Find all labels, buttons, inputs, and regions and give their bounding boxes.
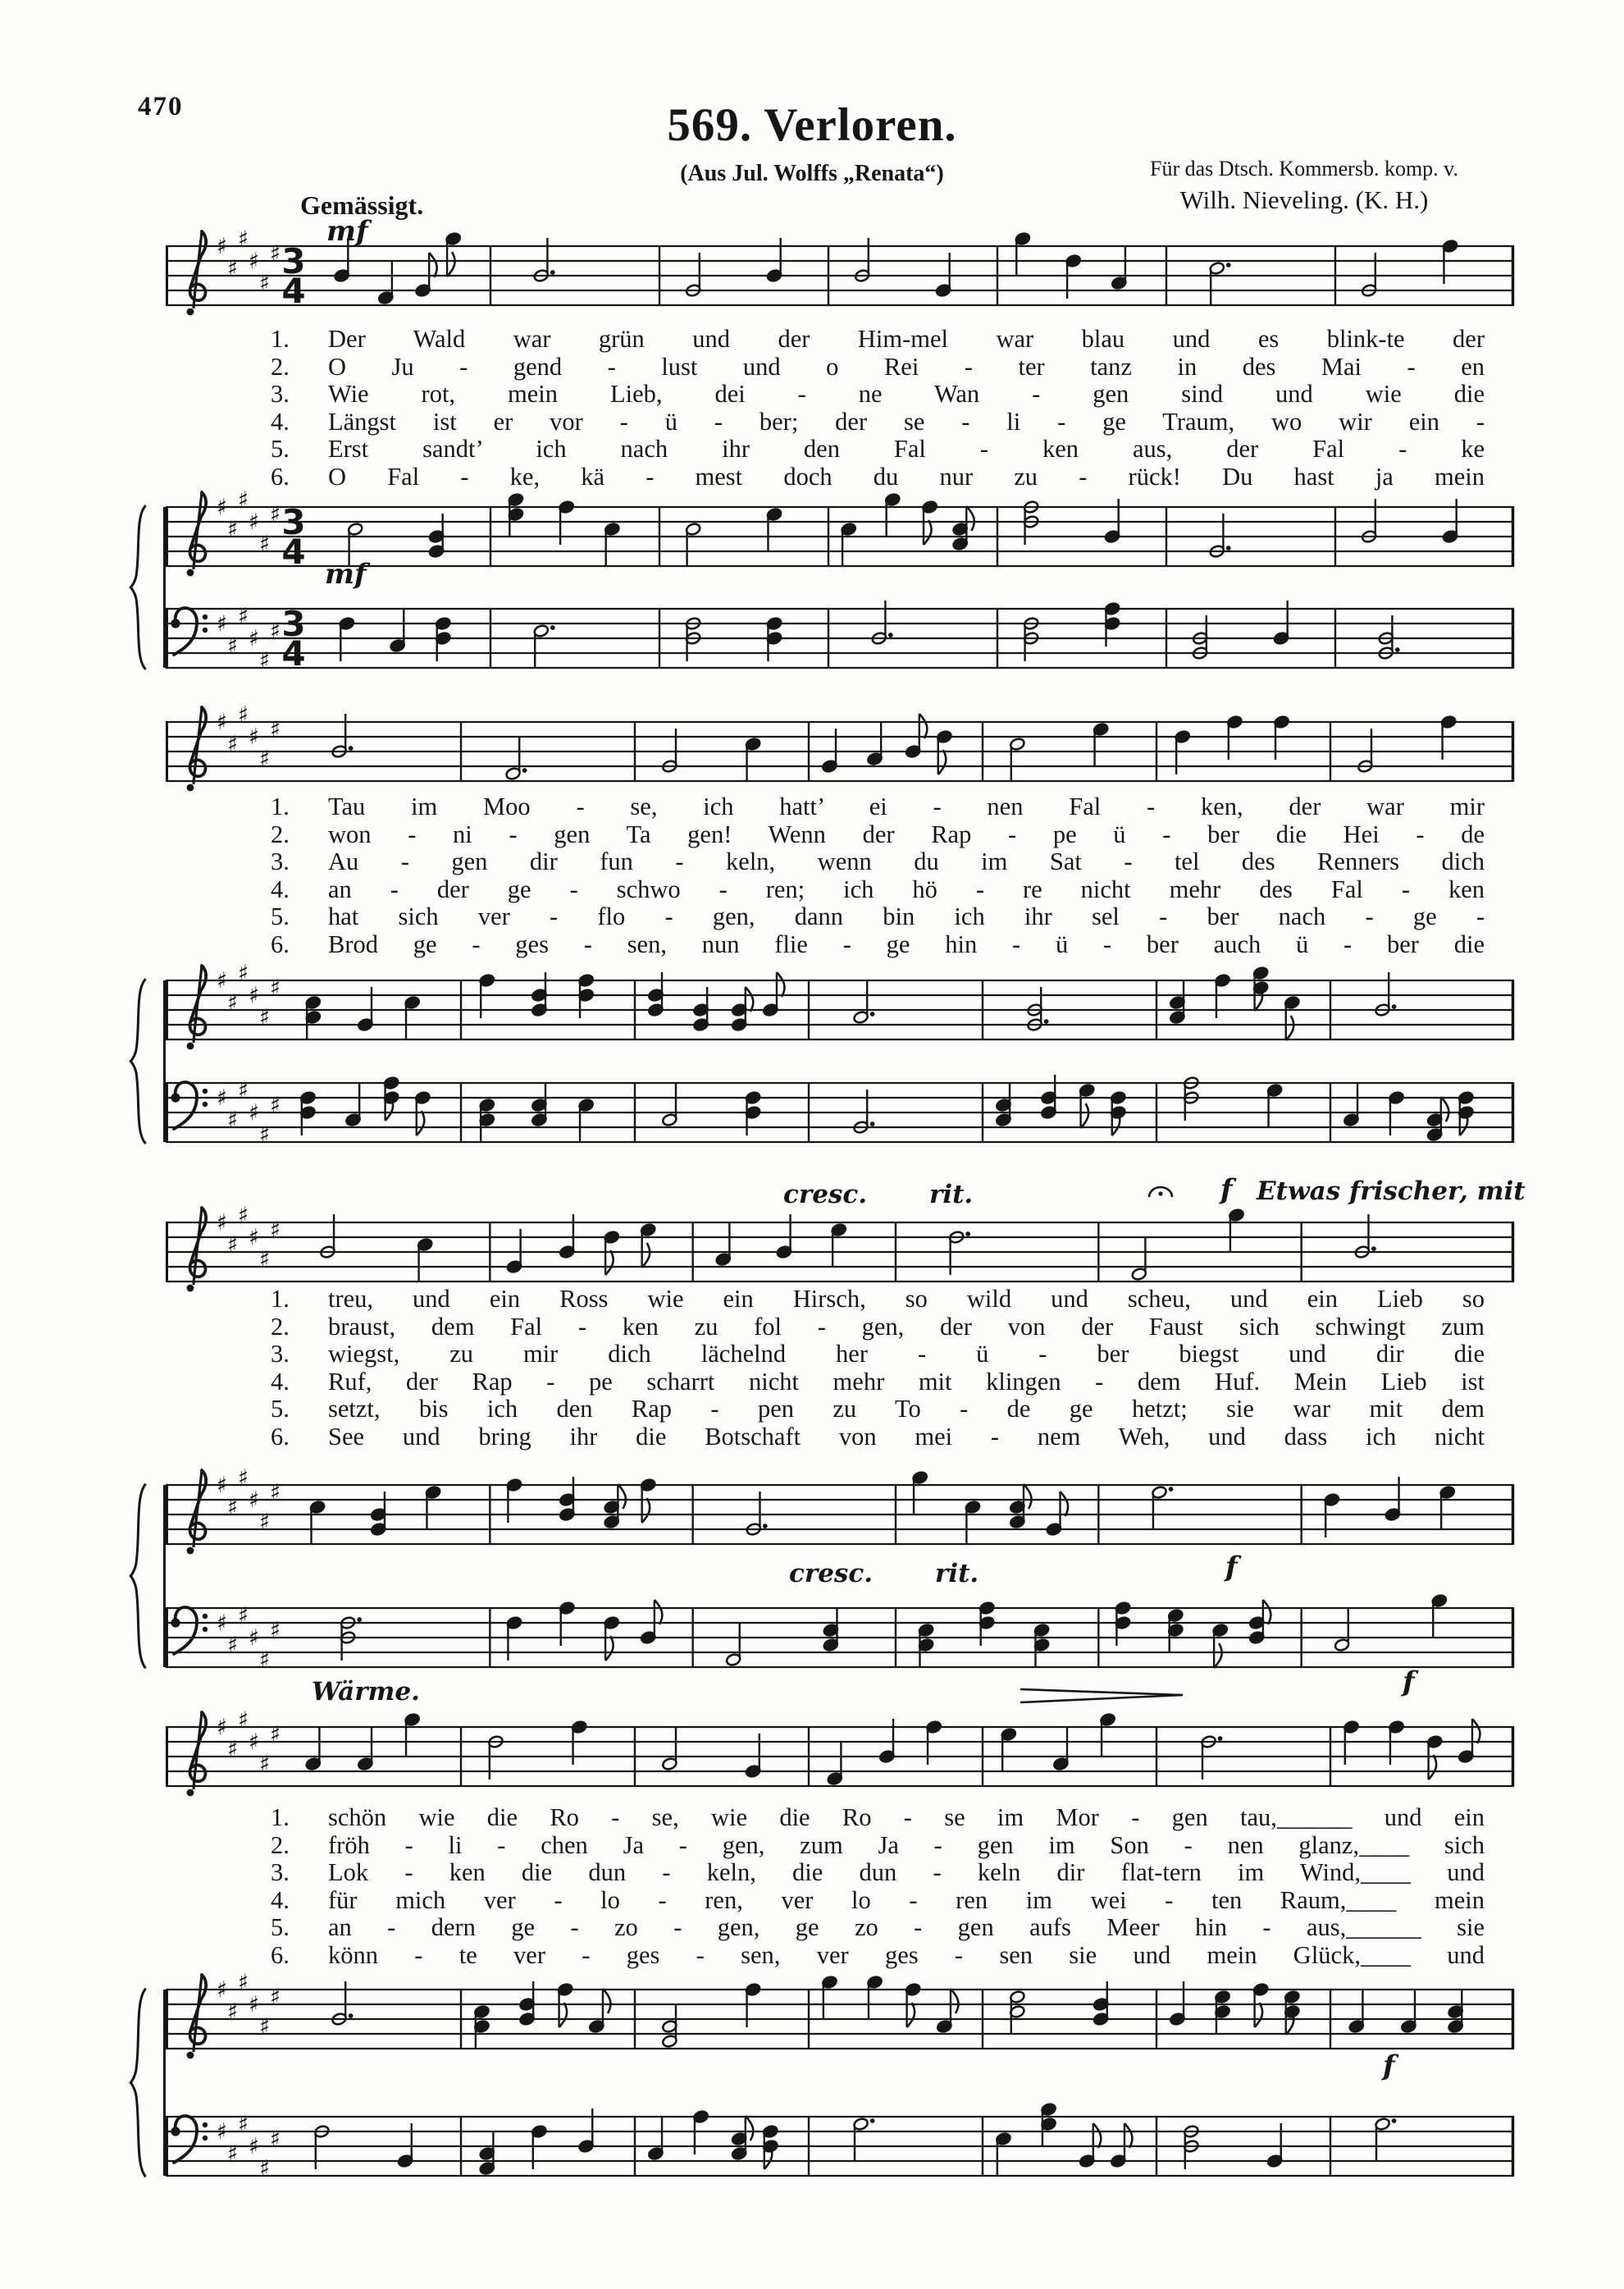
svg-text:♯: ♯ <box>259 1510 271 1535</box>
svg-text:♯: ♯ <box>227 633 239 659</box>
lyric-line: 5. an - dern ge - zo - gen, ge zo - gen aufs Meer hin - aus,______ sie <box>271 1913 1485 1941</box>
svg-text:♯: ♯ <box>270 1985 281 2010</box>
vocal-staff-4 <box>164 1702 1516 1811</box>
svg-text:♯: ♯ <box>259 648 271 674</box>
lyric-line: 6. O Fal - ke, kä - mest doch du nur zu - rück! Du hast ja mein <box>271 462 1485 491</box>
svg-text:3: 3 <box>281 241 306 281</box>
svg-text:♯: ♯ <box>217 1473 228 1498</box>
svg-text:♯: ♯ <box>259 1122 271 1148</box>
svg-text:♯: ♯ <box>217 1210 228 1236</box>
svg-text:♯: ♯ <box>249 2134 260 2159</box>
attribution-composer: Wilh. Nieveling. (K. H.) <box>1179 185 1429 215</box>
lyrics-block-3 <box>271 1285 1485 1450</box>
svg-text:♯: ♯ <box>270 502 281 528</box>
svg-text:♯: ♯ <box>249 249 260 274</box>
svg-text:♯: ♯ <box>270 1722 281 1748</box>
lyric-line: 4. für mich ver - lo - ren, ver lo - ren im wei - ten Raum,____ mein <box>271 1885 1485 1914</box>
forte-marking-piano-4: f <box>1383 2049 1395 2082</box>
svg-text:♯: ♯ <box>270 975 281 1001</box>
lyric-line: 5. hat sich ver - flo - gen, dann bin ich ihr sel - ber nach - ge - <box>271 902 1485 930</box>
attribution <box>1091 154 1517 217</box>
svg-text:♯: ♯ <box>217 710 228 735</box>
lyric-line: 4. Ruf, der Rap - pe scharrt nicht mehr mit klingen - dem Huf. Mein Lieb ist <box>271 1367 1485 1396</box>
svg-text:3: 3 <box>281 502 306 542</box>
svg-text:♯: ♯ <box>217 1977 228 2003</box>
svg-text:♯: ♯ <box>238 1465 249 1491</box>
svg-text:♯: ♯ <box>238 702 249 728</box>
svg-text:♯: ♯ <box>259 1647 271 1673</box>
svg-text:♯: ♯ <box>217 1085 228 1111</box>
tempo-marking: Gemässigt. <box>300 190 424 220</box>
piano-treble-staff-1 <box>164 482 1516 591</box>
svg-text:♯: ♯ <box>238 604 249 629</box>
svg-text:♯: ♯ <box>227 1108 239 1133</box>
tempo-change-continuation: Wärme. <box>312 1677 420 1706</box>
lyric-line: 2. won - ni - gen Ta gen! Wenn der Rap - pe ü - ber die Hei - de <box>271 820 1485 848</box>
piano-bass-staff-4 <box>164 2092 1516 2200</box>
lyric-line: 6. könn - te ver - ges - sen, ver ges - sen sie und mein Glück,____ und <box>271 1940 1485 1969</box>
svg-text:♯: ♯ <box>238 961 249 986</box>
svg-text:♯: ♯ <box>249 626 260 651</box>
svg-text:♯: ♯ <box>227 1495 239 1520</box>
svg-text:♯: ♯ <box>238 487 249 513</box>
svg-text:♯: ♯ <box>249 1729 260 1755</box>
svg-text:♯: ♯ <box>270 241 281 267</box>
svg-text:♯: ♯ <box>249 1992 260 2017</box>
svg-text:4: 4 <box>281 633 306 674</box>
svg-text:♯: ♯ <box>217 2119 228 2145</box>
ritardando-marking-piano: rit. <box>935 1559 979 1588</box>
svg-text:♯: ♯ <box>259 532 271 557</box>
svg-text:♯: ♯ <box>238 1707 249 1733</box>
svg-text:♯: ♯ <box>217 495 228 520</box>
lyrics-block-2 <box>271 793 1485 957</box>
svg-text:♯: ♯ <box>217 234 228 259</box>
svg-text:♯: ♯ <box>249 1225 260 1250</box>
lyric-line: 2. braust, dem Fal - ken zu fol - gen, der von der Faust sich schwingt zum <box>271 1312 1485 1341</box>
forte-marking-piano: f <box>1225 1551 1238 1583</box>
attribution-dedication: Für das Dtsch. Kommersb. komp. v. <box>1149 157 1458 180</box>
dynamic-mf: mf <box>326 215 368 248</box>
svg-text:♯: ♯ <box>217 968 228 994</box>
svg-text:♯: ♯ <box>249 724 260 750</box>
svg-text:♯: ♯ <box>249 509 260 535</box>
svg-text:♯: ♯ <box>227 517 239 542</box>
dynamic-mf-piano: mf <box>325 558 367 591</box>
svg-text:♯: ♯ <box>238 1078 249 1103</box>
svg-text:♯: ♯ <box>270 1618 281 1643</box>
lyric-line: 3. Wie rot, mein Lieb, dei - ne Wan - gen sind und wie die <box>271 380 1485 408</box>
lyric-line: 1. treu, und ein Ross wie ein Hirsch, so wild und scheu, und ein Lieb so <box>271 1285 1485 1313</box>
svg-text:♯: ♯ <box>259 1752 271 1777</box>
svg-text:♯: ♯ <box>227 256 239 281</box>
lyric-line: 1. schön wie die Ro - se, wie die Ro - se im Mor - gen tau,______ und ein <box>271 1803 1485 1831</box>
svg-text:♯: ♯ <box>259 1247 271 1272</box>
lyric-line: 1. Der Wald war grün und der Him-mel war blau und es blink-te der <box>271 325 1485 353</box>
page-title: 569. Verloren. <box>667 99 957 151</box>
forte-marking: f <box>1220 1173 1233 1206</box>
lyric-line: 3. wiegst, zu mir dich lächelnd her - ü - ber biegst und dir die <box>271 1340 1485 1368</box>
vocal-staff-1 <box>164 222 1516 330</box>
lyric-line: 3. Au - gen dir fun - keln, wenn du im Sat - tel des Renners dich <box>271 848 1485 875</box>
svg-text:♯: ♯ <box>238 1603 249 1629</box>
svg-text:♯: ♯ <box>270 1480 281 1505</box>
piano-bass-staff-2 <box>164 1058 1516 1167</box>
lyric-line: 6. Brod ge - ges - sen, nun flie - ge hin - ü - ber auch ü - ber die <box>271 930 1485 958</box>
svg-text:3: 3 <box>281 604 306 644</box>
svg-text:♯: ♯ <box>249 1625 260 1651</box>
tempo-change-marking: Etwas frischer, mit <box>1257 1176 1526 1206</box>
svg-text:♯: ♯ <box>259 2014 271 2040</box>
svg-text:♯: ♯ <box>270 2127 281 2152</box>
svg-text:♯: ♯ <box>227 1999 239 2025</box>
svg-text:♯: ♯ <box>249 1487 260 1513</box>
svg-text:♯: ♯ <box>238 1970 249 1995</box>
forte-marking-vocal-4: f <box>1403 1665 1415 1698</box>
svg-text:4: 4 <box>281 532 306 572</box>
svg-text:♯: ♯ <box>270 717 281 742</box>
piano-brace-icon <box>128 1480 149 1672</box>
svg-text:♯: ♯ <box>227 990 239 1016</box>
piano-bass-staff-1 <box>164 584 1516 692</box>
svg-text:♯: ♯ <box>259 271 271 296</box>
svg-text:♯: ♯ <box>270 1218 281 1243</box>
svg-text:♯: ♯ <box>227 1232 239 1258</box>
piano-bass-staff-3 <box>164 1583 1516 1692</box>
svg-text:♯: ♯ <box>259 2156 271 2182</box>
svg-text:♯: ♯ <box>238 1203 249 1228</box>
piano-treble-staff-4 <box>164 1965 1516 2073</box>
lyric-line: 5. setzt, bis ich den Rap - pen zu To - de ge hetzt; sie war mit dem <box>271 1395 1485 1423</box>
piano-treble-staff-2 <box>164 956 1516 1064</box>
svg-text:♯: ♯ <box>227 1633 239 1658</box>
piano-brace-icon <box>128 975 149 1147</box>
title-source: (Aus Jul. Wolffs „Renata“) <box>680 161 944 186</box>
lyric-line: 6. See und bring ihr die Botschaft von mei - nem Weh, und dass ich nicht <box>271 1422 1485 1451</box>
piano-brace-icon <box>128 502 149 673</box>
lyric-line: 2. O Ju - gend - lust und o Rei - ter tanz in des Mai - en <box>271 352 1485 381</box>
svg-text:♯: ♯ <box>217 611 228 637</box>
svg-text:♯: ♯ <box>217 1715 228 1740</box>
svg-text:♯: ♯ <box>227 732 239 757</box>
svg-text:♯: ♯ <box>238 2112 249 2137</box>
lyrics-block-1 <box>271 325 1485 490</box>
ritardando-marking: rit. <box>929 1180 974 1209</box>
vocal-staff-2 <box>164 697 1516 806</box>
svg-text:♯: ♯ <box>270 1093 281 1118</box>
svg-text:♯: ♯ <box>249 983 260 1008</box>
crescendo-marking-piano: cresc. <box>789 1559 874 1588</box>
svg-text:♯: ♯ <box>270 619 281 644</box>
lyric-line: 4. Längst ist er vor - ü - ber; der se - li - ge Traum, wo wir ein - <box>271 407 1485 436</box>
svg-text:♯: ♯ <box>227 1737 239 1762</box>
lyric-line: 1. Tau im Moo - se, ich hatt’ ei - nen Fal - ken, der war mir <box>271 793 1485 820</box>
fermata-icon <box>1147 1181 1175 1199</box>
svg-text:♯: ♯ <box>217 1611 228 1636</box>
piano-treble-staff-3 <box>164 1460 1516 1569</box>
lyric-line: 2. fröh - li - chen Ja - gen, zum Ja - gen im Son - nen glanz,____ sich <box>271 1830 1485 1859</box>
crescendo-marking: cresc. <box>783 1180 868 1209</box>
piano-brace-icon <box>128 1985 149 2181</box>
page-number: 470 <box>138 92 184 121</box>
lyric-line: 4. an - der ge - schwo - ren; ich hö - re nicht mehr des Fal - ken <box>271 875 1485 903</box>
svg-text:♯: ♯ <box>259 747 271 772</box>
svg-text:♯: ♯ <box>238 226 249 252</box>
lyric-line: 3. Lok - ken die dun - keln, die dun - keln dir flat-tern im Wind,____ und <box>271 1858 1485 1886</box>
svg-text:♯: ♯ <box>259 1005 271 1030</box>
svg-text:♯: ♯ <box>227 2141 239 2167</box>
lyric-line: 5. Erst sandt’ ich nach ihr den Fal - ken aus, der Fal - ke <box>271 435 1485 463</box>
svg-text:4: 4 <box>281 271 306 311</box>
svg-text:♯: ♯ <box>249 1100 260 1126</box>
lyrics-block-4 <box>271 1803 1485 1968</box>
